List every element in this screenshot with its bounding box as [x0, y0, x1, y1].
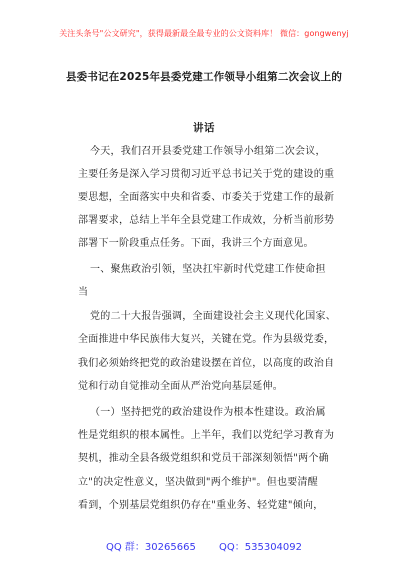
paragraph-line: 立"的决定性意义，坚决做到"两个维护"。但也要清醒: [78, 477, 319, 488]
paragraph-line: 部署下一阶段重点任务。下面，我讲三个方面意见。: [78, 238, 314, 249]
document-title: 县委书记在2025年县委党建工作领导小组第二次会议上的: [65, 71, 343, 83]
paragraph-line: 部署要求，总结上半年全县党建工作成效，分析当前形势: [78, 215, 335, 226]
paragraph-line: 契机，推动全县各级党组织和党员干部深刻领悟"两个确: [78, 453, 329, 464]
document-subtitle: 讲话: [193, 122, 215, 134]
footer-qq: QQ：535304092: [219, 542, 303, 553]
paragraph-line: 性是党组织的根本属性。上半年，我们以党纪学习教育为: [78, 430, 335, 441]
paragraph-line: 今天，我们召开县委党建工作领导小组第二次会议，: [90, 146, 326, 157]
paragraph-line: 要思想，全面落实中央和省委、市委关于党建工作的最新: [78, 192, 335, 203]
footer-contact: [0, 538, 408, 553]
section-heading-line: 一、聚焦政治引领，坚决扛牢新时代党建工作使命担: [90, 264, 326, 275]
paragraph-line: （一）坚持把党的政治建设作为根本性建设。政治属: [90, 407, 326, 418]
paragraph-line: 党的二十大报告强调，全面建设社会主义现代化国家、: [90, 311, 336, 322]
paragraph-line: 全面推进中华民族伟大复兴，关键在党。作为县级党委，: [78, 334, 335, 345]
footer-qq-group: QQ 群：30265665: [105, 542, 196, 553]
paragraph-line: 我们必须始终把党的政治建设摆在首位，以高度的政治自: [78, 358, 335, 369]
promo-banner: 关注头条号"公文研究"，获得最新最全最专业的公文资料库！ 微信：gongwenyj: [59, 29, 349, 38]
section-heading-line: 当: [78, 287, 89, 298]
paragraph-line: 主要任务是深入学习贯彻习近平总书记关于党的建设的重: [78, 169, 335, 180]
paragraph-line: 看到，个别基层党组织仍存在"重业务、轻党建"倾向，: [78, 500, 324, 511]
paragraph-line: 觉和行动自觉推动全面从严治党向基层延伸。: [78, 381, 283, 392]
